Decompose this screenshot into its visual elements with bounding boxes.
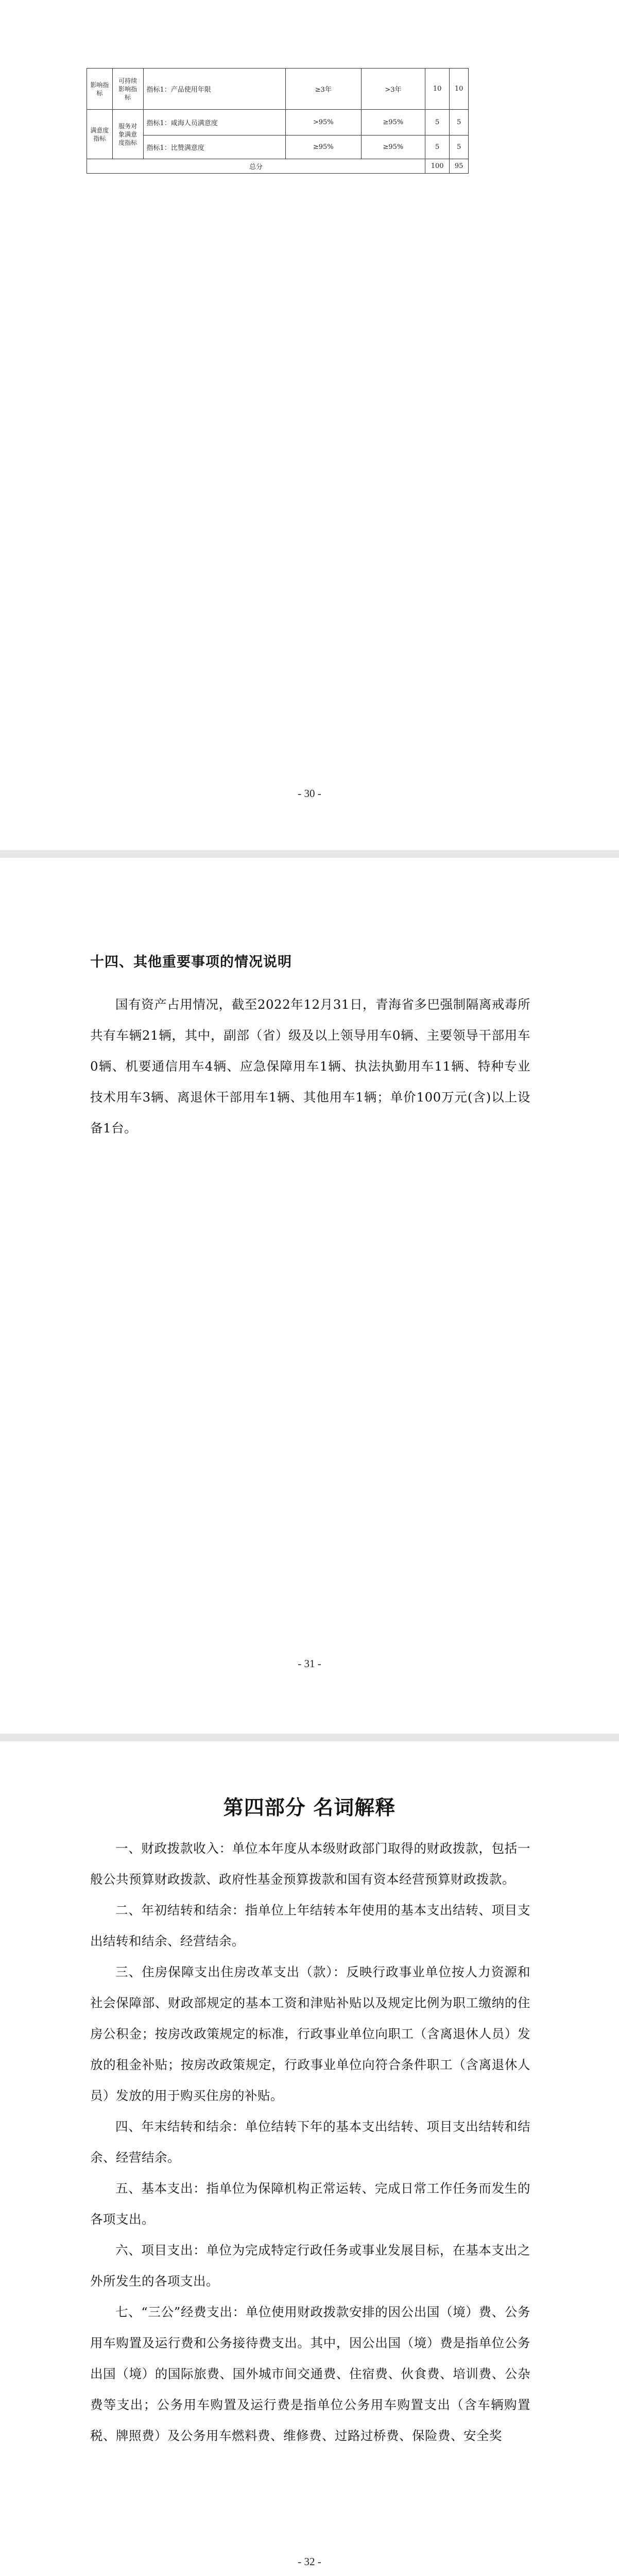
table-cell-weight: 10 bbox=[425, 69, 450, 110]
table-row bbox=[87, 69, 469, 110]
table-cell-target: >95% bbox=[285, 110, 361, 135]
table-row bbox=[87, 135, 469, 159]
page-32 bbox=[0, 1741, 619, 2576]
page-number: - 31 - bbox=[0, 1657, 619, 1670]
page-31 bbox=[0, 858, 619, 1734]
table-cell-metric: 指标1：产品使用年限 bbox=[143, 69, 285, 110]
paragraph: 国有资产占用情况，截至2022年12月31日，青海省多巴强制隔离戒毒所共有车辆21辆，其中，副部（省）级及以上领导用车0辆、主要领导干部用车0辆、机要通信用车4辆、应急保障用车1辆、执法执勤用车11辆、特种专业技术用车3辆、离退休干部用车1辆、其他用车1辆；单价100万元(含)以上设备1台。 bbox=[90, 997, 530, 1136]
table-cell-metric: 指标1：咸海人员满意度 bbox=[143, 110, 285, 135]
table-row bbox=[87, 110, 469, 135]
paragraph: 三、住房保障支出住房改革支出（款）：反映行政事业单位按人力资源和社会保障部、财政部规定的基本工资和津贴补贴以及规定比例为职工缴纳的住房公积金；按房改政策规定的标准，行政事业单位向职工（含离退休人员）发放的租金补贴；按房改政策规定，行政事业单位向符合条件职工（含离退休人员）发放的用于购买住房的补贴。 bbox=[90, 1964, 530, 2103]
page-30 bbox=[0, 0, 619, 850]
total-score: 95 bbox=[450, 159, 469, 174]
paragraph: 四、年末结转和结余：单位结转下年的基本支出结转、项目支出结转和结余、经营结余。 bbox=[90, 2119, 530, 2165]
table-cell-actual: ≥95% bbox=[361, 110, 425, 135]
table-total-row bbox=[87, 159, 469, 174]
table-cell-subgroup: 服务对象满意度指标 bbox=[112, 110, 143, 159]
performance-table bbox=[87, 68, 469, 174]
total-label: 总分 bbox=[87, 159, 425, 174]
table-cell-target: ≥3年 bbox=[285, 69, 361, 110]
paragraph-block bbox=[0, 1833, 619, 2451]
table-cell-weight: 5 bbox=[425, 135, 450, 159]
table-cell-actual: ≥95% bbox=[361, 135, 425, 159]
total-weight: 100 bbox=[425, 159, 450, 174]
paragraph: 二、年初结转和结余：指单位上年结转本年使用的基本支出结转、项目支出结转和结余、经营结余。 bbox=[90, 1903, 530, 1948]
table-cell-score: 10 bbox=[450, 69, 469, 110]
table-cell-target: ≥95% bbox=[285, 135, 361, 159]
table-cell-score: 5 bbox=[450, 110, 469, 135]
page-number: - 30 - bbox=[0, 787, 619, 800]
paragraph: 五、基本支出：指单位为保障机构正常运转、完成日常工作任务而发生的各项支出。 bbox=[90, 2181, 530, 2227]
page-number: - 32 - bbox=[0, 2555, 619, 2568]
table-cell-group: 影响指标 bbox=[87, 69, 113, 110]
paragraph: 六、项目支出：单位为完成特定行政任务或事业发展目标，在基本支出之外所发生的各项支出。 bbox=[90, 2243, 530, 2289]
section-heading: 十四、其他重要事项的情况说明 bbox=[90, 954, 292, 970]
table-cell-weight: 5 bbox=[425, 110, 450, 135]
table-cell-score: 5 bbox=[450, 135, 469, 159]
paragraph: 一、财政拨款收入：单位本年度从本级财政部门取得的财政拨款，包括一般公共预算财政拨款、政府性基金预算拨款和国有资本经营预算财政拨款。 bbox=[90, 1841, 530, 1887]
table-cell-actual: >3年 bbox=[361, 69, 425, 110]
paragraph: 七、“三公”经费支出：单位使用财政拨款安排的因公出国（境）费、公务用车购置及运行费和公务接待费支出。其中，因公出国（境）费是指单位公务出国（境）的国际旅费、国外城市间交通费、住宿费、伙食费、培训费、公杂费等支出；公务用车购置及运行费是指单位公务用车购置支出（含车辆购置税、牌照费）及公务用车燃料费、维修费、过路过桥费、保险费、安全奖 bbox=[90, 2304, 530, 2443]
part-title: 第四部分 名词解释 bbox=[223, 1797, 396, 1820]
table-cell-metric: 指标1：比赞满意度 bbox=[143, 135, 285, 159]
table-cell-subgroup: 可持续影响指标 bbox=[112, 69, 143, 110]
table-cell-group: 满意度指标 bbox=[87, 110, 113, 159]
